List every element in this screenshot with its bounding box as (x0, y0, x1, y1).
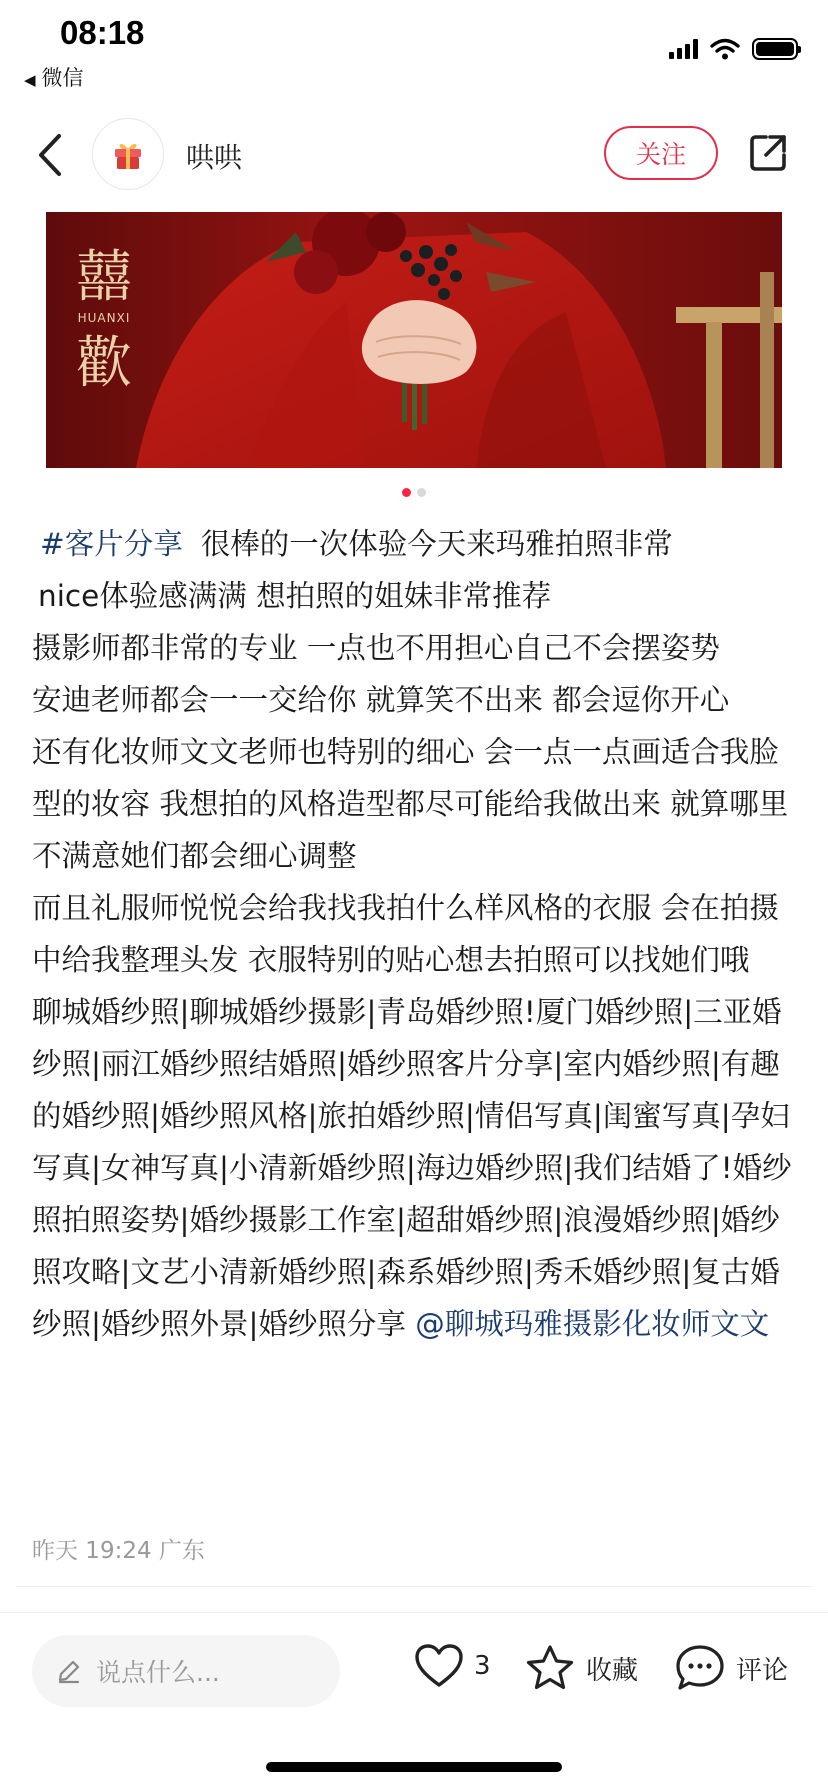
post-meta: 昨天 19:24 广东 (32, 1538, 205, 1564)
author-name[interactable]: 哄哄 (186, 141, 243, 174)
chevron-left-icon (37, 133, 63, 177)
share-icon (746, 131, 790, 175)
follow-button[interactable]: 关注 (604, 126, 718, 180)
wifi-icon (710, 38, 740, 60)
back-triangle-icon: ◀ (24, 71, 36, 89)
post-paragraph: 而且礼服师悦悦会给我找我拍什么样风格的衣服 会在拍摄中给我整理头发 衣服特别的贴心想去拍照可以找她们哦 (32, 891, 779, 977)
post-line-2: nice体验感满满 想拍照的姐妹非常推荐 (38, 579, 552, 613)
star-icon (524, 1643, 576, 1693)
back-app-label: 微信 (41, 66, 84, 90)
post-paragraph: 摄影师都非常的专业 一点也不用担心自己不会摆姿势 (32, 631, 720, 665)
post-line-1: #客片分享 很棒的一次体验今天来玛雅拍照非常 (40, 527, 673, 561)
collect-label: 收藏 (586, 1655, 639, 1686)
pager-dot-active[interactable] (402, 488, 411, 497)
image-overlay-latin: HUANXI (77, 311, 131, 325)
bottom-action-bar (0, 1612, 828, 1733)
comment-bubble-icon (674, 1643, 726, 1693)
post-content (32, 518, 802, 1350)
image-overlay-char-bottom: 歡 (76, 331, 132, 396)
heart-icon (414, 1643, 464, 1689)
comment-placeholder: 说点什么... (96, 1658, 220, 1687)
post-paragraph: 安迪老师都会一一交给你 就算笑不出来 都会逗你开心 (32, 683, 730, 717)
image-overlay-char-top: 囍 (76, 245, 132, 310)
wedding-photo-illustration (46, 212, 782, 468)
status-time: 08:18 (60, 14, 145, 51)
pager-dot[interactable] (417, 488, 426, 497)
status-bar (0, 0, 828, 100)
post-image[interactable] (46, 212, 782, 468)
divider (16, 1586, 812, 1587)
hashtag-link[interactable]: #客片分享 (40, 527, 183, 561)
back-button[interactable] (30, 128, 70, 182)
author-avatar[interactable] (92, 118, 164, 190)
pencil-icon (56, 1658, 82, 1684)
post-header (0, 110, 828, 200)
mention-link[interactable]: @聊城玛雅摄影化妆师文文 (415, 1307, 770, 1341)
like-button[interactable] (414, 1643, 491, 1689)
comment-label: 评论 (736, 1655, 789, 1686)
post-tags-paragraph: 聊城婚纱照|聊城婚纱摄影|青岛婚纱照!厦门婚纱照|三亚婚纱照|丽江婚纱照结婚照|婚纱照客片分享|室内婚纱照|有趣的婚纱照|婚纱照风格|旅拍婚纱照|情侣写真|闺蜜写真|孕妇写真|女神写真|小清新婚纱照|海边婚纱照|我们结婚了!婚纱照拍照姿势|婚纱摄影工作室|超甜婚纱照|浪漫婚纱照|婚纱照攻略|文艺小清新婚纱照|森系婚纱照|秀禾婚纱照|复古婚纱照|婚纱照外景|婚纱照分享 @聊城玛雅摄影化妆师文文 (32, 995, 792, 1341)
comment-input[interactable] (32, 1635, 340, 1707)
home-indicator (266, 1762, 562, 1772)
cellular-signal-icon (669, 39, 698, 59)
battery-icon (752, 38, 798, 60)
post-paragraph: 还有化妆师文文老师也特别的细心 会一点一点画适合我脸型的妆容 我想拍的风格造型都尽可能给我做出来 就算哪里不满意她们都会细心调整 (32, 735, 789, 873)
comment-button[interactable] (674, 1643, 788, 1693)
collect-button[interactable] (524, 1643, 638, 1693)
image-pager (0, 488, 828, 497)
share-button[interactable] (744, 128, 792, 178)
status-icons (669, 36, 798, 62)
back-to-app-link[interactable] (24, 62, 84, 92)
like-count: 3 (474, 1651, 491, 1681)
gift-icon (111, 137, 145, 171)
